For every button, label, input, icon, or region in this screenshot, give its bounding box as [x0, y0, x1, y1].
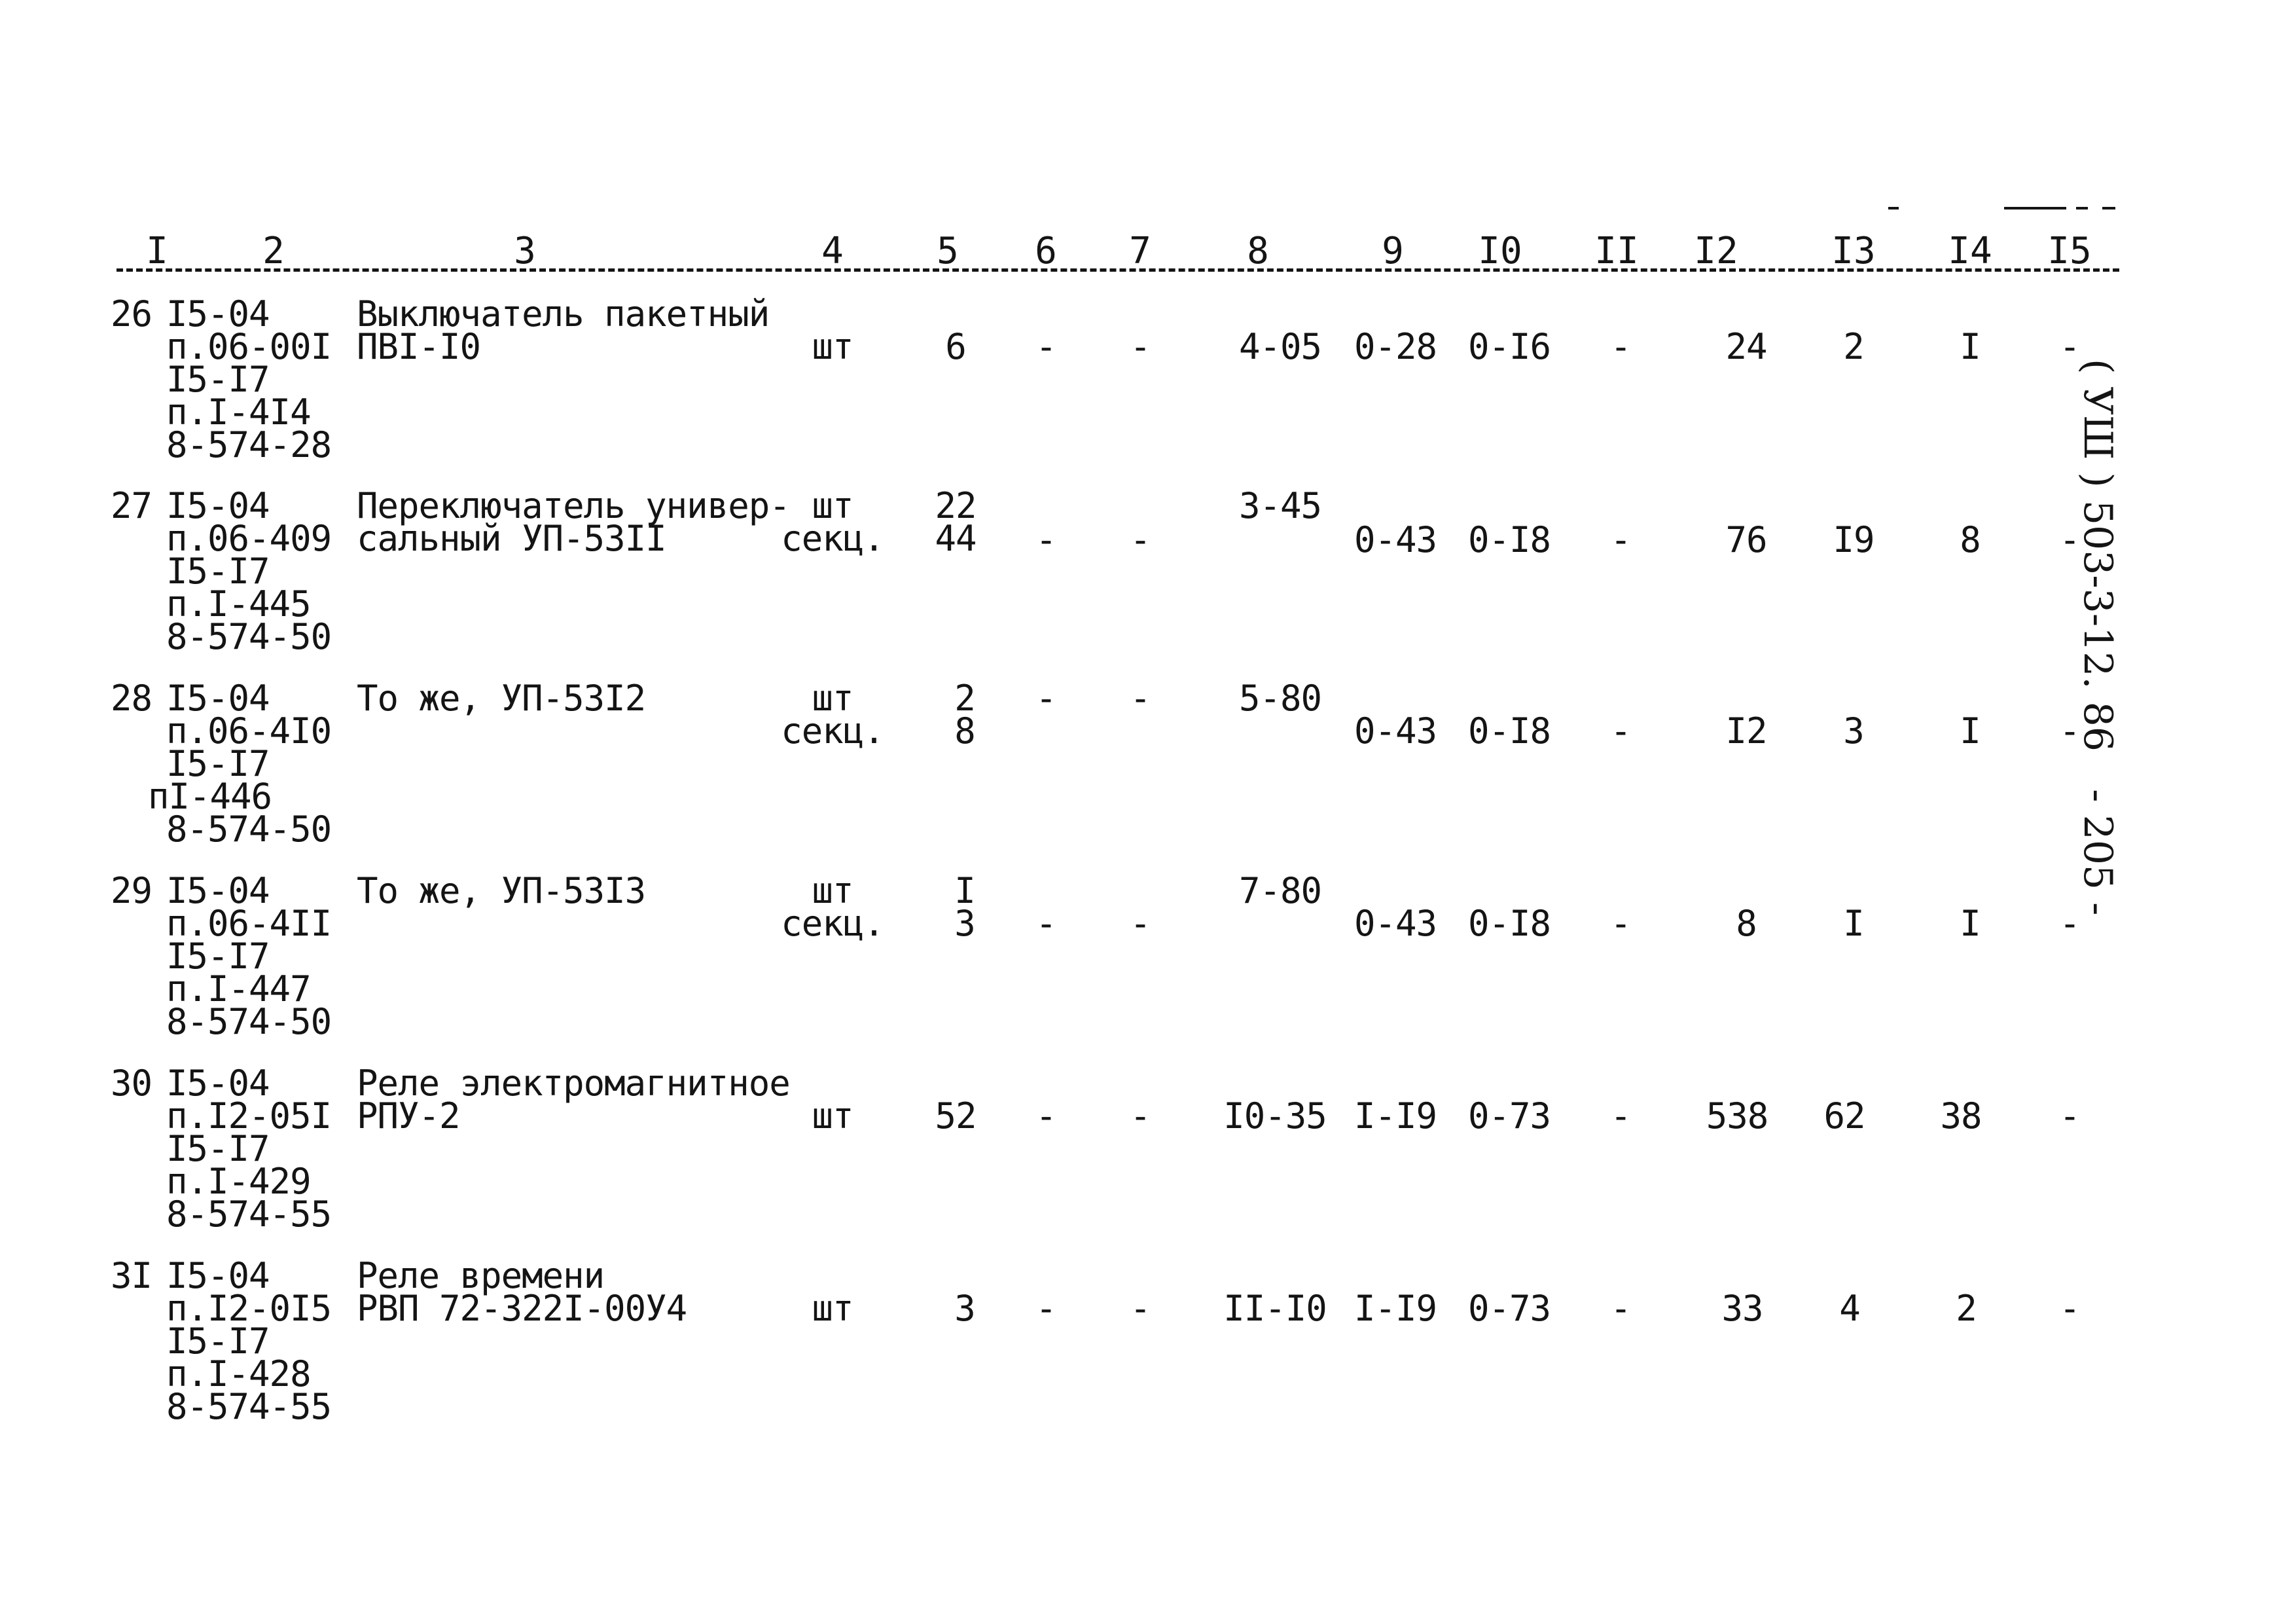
ref-line: п.I2-0I5 [166, 1288, 332, 1329]
ref-line: 8-574-28 [166, 424, 332, 465]
column-header-12: I2 [1694, 230, 1738, 272]
col-8: 5-80 [1238, 678, 1322, 719]
ref-line: I5-I7 [166, 359, 270, 400]
row-number: 28 [110, 678, 152, 719]
unit: шт [812, 1095, 853, 1137]
unit: шт [812, 1288, 853, 1329]
col-12: 76 [1725, 519, 1767, 560]
quantity [954, 678, 975, 752]
col-9: 0-43 [1354, 903, 1437, 944]
col-11: - [1610, 1095, 1631, 1137]
col-7: - [1130, 1095, 1151, 1137]
row-number: 29 [110, 870, 152, 911]
ref-line: I5-I7 [166, 936, 270, 977]
row-name [357, 485, 790, 559]
quantity-line: 22 [935, 485, 977, 526]
col-14: I [1960, 903, 1981, 944]
quantity-line: 2 [954, 678, 975, 719]
column-header-10: I0 [1478, 230, 1522, 272]
ref-line: I5-I7 [166, 1128, 270, 1169]
header-mark [2076, 207, 2088, 210]
unit [781, 678, 884, 752]
col-11: - [1610, 326, 1631, 367]
name-line: сальный УП-53II [357, 518, 666, 559]
col-14: I [1960, 326, 1981, 367]
ref-line: п.I-445 [166, 583, 311, 625]
row-name [357, 293, 770, 367]
col-6: - [1035, 1288, 1056, 1329]
col-14: 38 [1940, 1095, 1982, 1137]
row-refs [148, 678, 332, 850]
col-7: - [1130, 1288, 1151, 1329]
col-12: I2 [1725, 710, 1767, 752]
ref-line: I5-I7 [166, 1321, 270, 1362]
ref-line: I5-04 [166, 1063, 270, 1104]
ref-line: 8-574-55 [166, 1194, 332, 1235]
name-line: То же, УП-53I3 [357, 870, 646, 911]
column-header-15: I5 [2047, 230, 2092, 272]
unit-line: шт [812, 678, 853, 719]
ref-line: пI-446 [148, 776, 272, 817]
name-line: Реле электромагнитное [357, 1063, 790, 1104]
col-11: - [1610, 903, 1631, 944]
col-10: 0-I8 [1467, 903, 1551, 944]
col-12: 8 [1736, 903, 1757, 944]
col-7: - [1130, 519, 1151, 560]
quantity-line: 3 [954, 903, 975, 944]
col-13: 2 [1843, 326, 1864, 367]
col-8: II-I0 [1223, 1288, 1327, 1329]
unit-line: шт [812, 870, 853, 911]
ref-line: I5-I7 [166, 551, 270, 592]
col-7: - [1130, 903, 1151, 944]
unit [781, 870, 884, 944]
header-mark [2102, 207, 2115, 210]
ref-line: п.I-447 [166, 968, 311, 1010]
column-header-5: 5 [937, 230, 959, 272]
ref-line: I5-04 [166, 293, 270, 335]
col-12: 538 [1706, 1095, 1768, 1137]
row-number: 3I [110, 1255, 152, 1296]
ref-line: п.06-00I [166, 326, 332, 367]
quantity-line: I [954, 870, 975, 911]
col-15: - [2059, 903, 2080, 944]
ref-line: п.I-428 [166, 1353, 311, 1395]
quantity: 52 [935, 1095, 977, 1137]
margin-note [2075, 359, 2121, 935]
col-9: 0-43 [1354, 710, 1437, 752]
unit-line: секц. [781, 518, 884, 559]
col-15: - [2059, 1288, 2080, 1329]
column-header-9: 9 [1382, 230, 1404, 272]
ref-line: 8-574-55 [166, 1386, 332, 1427]
col-15: - [2059, 710, 2080, 752]
col-11: - [1610, 710, 1631, 752]
col-14: 2 [1956, 1288, 1977, 1329]
col-7: - [1130, 678, 1151, 719]
ref-line: 8-574-50 [166, 1001, 332, 1042]
quantity: 3 [954, 1288, 975, 1329]
ref-line: п.06-4I0 [166, 710, 332, 752]
column-header-1: I [146, 230, 168, 272]
ref-line: I5-04 [166, 870, 270, 911]
name-line: РПУ-2 [357, 1095, 460, 1137]
name-line: РВП 72-322I-00У4 [357, 1288, 687, 1329]
col-15: - [2059, 519, 2080, 560]
name-line: Реле времени [357, 1255, 605, 1296]
col-10: 0-I6 [1467, 326, 1551, 367]
row-name [357, 870, 646, 911]
column-header-14: I4 [1948, 230, 1992, 272]
col-7: - [1130, 326, 1151, 367]
header-mark [1888, 207, 1899, 210]
col-14: 8 [1960, 519, 1981, 560]
ref-line: п.I-4I4 [166, 392, 311, 433]
col-9: 0-43 [1354, 519, 1437, 560]
row-refs [166, 1063, 332, 1235]
unit: шт [812, 326, 853, 367]
quantity [954, 870, 975, 944]
col-8: 3-45 [1238, 485, 1322, 526]
row-number: 30 [110, 1063, 152, 1104]
unit-line: секц. [781, 903, 884, 944]
col-15: - [2059, 326, 2080, 367]
page-number: - 205 - [2075, 789, 2121, 916]
col-13: I9 [1833, 519, 1874, 560]
col-6: - [1035, 678, 1056, 719]
col-10: 0-I8 [1467, 710, 1551, 752]
col-13: 4 [1839, 1288, 1860, 1329]
quantity-line: 44 [935, 518, 977, 559]
col-13: 3 [1843, 710, 1864, 752]
col-9: 0-28 [1354, 326, 1437, 367]
column-header-3: 3 [514, 230, 536, 272]
col-10: 0-I8 [1467, 519, 1551, 560]
column-header-2: 2 [262, 230, 285, 272]
col-15: - [2059, 1095, 2080, 1137]
row-refs [166, 293, 332, 465]
col-9: I-I9 [1354, 1288, 1437, 1329]
unit-line: секц. [781, 710, 884, 752]
column-header-13: I3 [1831, 230, 1876, 272]
col-6: - [1035, 1095, 1056, 1137]
col-12: 33 [1721, 1288, 1763, 1329]
unit-line: шт [812, 485, 853, 526]
col-8: I0-35 [1223, 1095, 1327, 1137]
column-header-11: II [1594, 230, 1639, 272]
ref-line: I5-04 [166, 1255, 270, 1296]
row-refs [166, 870, 332, 1042]
col-10: 0-73 [1467, 1288, 1551, 1329]
col-10: 0-73 [1467, 1095, 1551, 1137]
col-6: - [1035, 903, 1056, 944]
ref-line: п.06-409 [166, 518, 332, 559]
column-header-4: 4 [821, 230, 844, 272]
quantity-line: 8 [954, 710, 975, 752]
column-header-6: 6 [1035, 230, 1057, 272]
col-12: 24 [1725, 326, 1767, 367]
document-code: ( УШ ) 503-3-12. 86 [2075, 359, 2121, 752]
col-9: I-I9 [1354, 1095, 1437, 1137]
header-rule [117, 268, 2119, 272]
column-header-8: 8 [1247, 230, 1269, 272]
col-8: 7-80 [1238, 870, 1322, 911]
col-13: 62 [1823, 1095, 1865, 1137]
col-14: I [1960, 710, 1981, 752]
row-name [357, 1255, 687, 1329]
ref-line: I5-04 [166, 678, 270, 719]
name-line: ПВI-I0 [357, 326, 481, 367]
quantity: 6 [945, 326, 966, 367]
unit [781, 485, 884, 559]
row-refs [166, 485, 332, 657]
ref-line: 8-574-50 [166, 809, 332, 850]
ref-line: п.I-429 [166, 1161, 311, 1202]
name-line: Выключатель пакетный [357, 293, 770, 335]
col-11: - [1610, 519, 1631, 560]
row-refs [166, 1255, 332, 1427]
row-number: 27 [110, 485, 152, 526]
name-line: То же, УП-53I2 [357, 678, 646, 719]
col-13: I [1843, 903, 1864, 944]
row-number: 26 [110, 293, 152, 335]
row-name [357, 1063, 790, 1137]
ref-line: п.I2-05I [166, 1095, 332, 1137]
ref-line: п.06-4II [166, 903, 332, 944]
col-8: 4-05 [1238, 326, 1322, 367]
row-name [357, 678, 646, 719]
col-6: - [1035, 519, 1056, 560]
col-6: - [1035, 326, 1056, 367]
ref-line: I5-I7 [166, 743, 270, 784]
name-line: Переключатель универ- [357, 485, 790, 526]
col-11: - [1610, 1288, 1631, 1329]
quantity [935, 485, 977, 559]
ref-line: 8-574-50 [166, 616, 332, 657]
header-mark [2004, 207, 2066, 210]
column-header-7: 7 [1129, 230, 1151, 272]
ref-line: I5-04 [166, 485, 270, 526]
